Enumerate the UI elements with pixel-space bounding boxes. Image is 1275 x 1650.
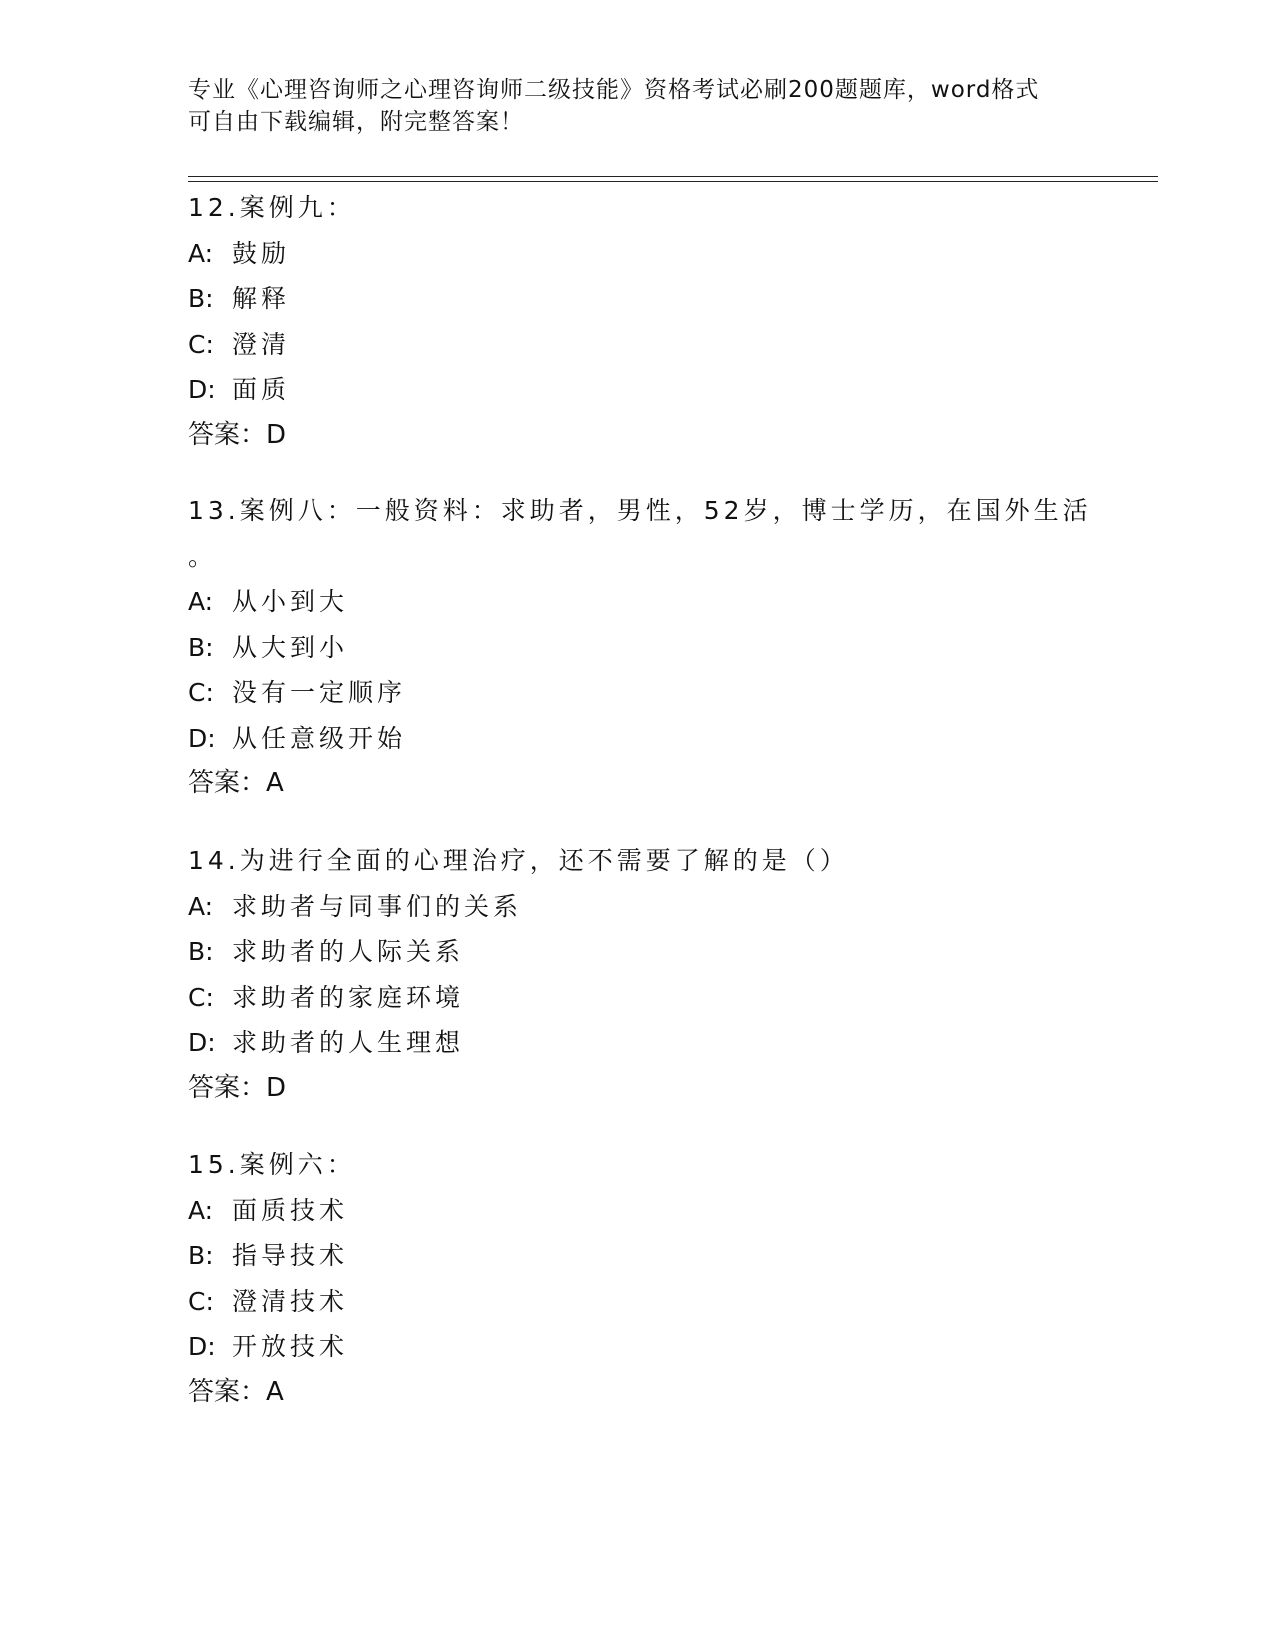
question-14 <box>188 838 1088 1111</box>
option-key: A: <box>188 1195 214 1225</box>
option-text: 指导技术 <box>232 1241 349 1270</box>
option-key: C: <box>188 1286 214 1316</box>
option-text: 从小到大 <box>232 587 349 616</box>
option-key: A: <box>188 587 214 616</box>
option-a <box>188 884 1088 930</box>
option-key: A: <box>188 238 214 268</box>
question-stem: 14.为进行全面的心理治疗，还不需要了解的是（） <box>188 846 849 875</box>
option-text: 鼓励 <box>232 238 291 268</box>
question-stem: 15.案例六： <box>188 1150 356 1179</box>
option-key: B: <box>188 284 214 313</box>
question-12 <box>188 185 1088 458</box>
option-b <box>188 625 1088 671</box>
header-line-2: 可自由下载编辑，附完整答案！ <box>188 109 524 135</box>
answer-line: 答案：A <box>188 1376 284 1407</box>
option-text: 解释 <box>232 284 291 313</box>
option-c <box>188 975 1088 1021</box>
option-d <box>188 1324 1088 1370</box>
option-c <box>188 322 1088 368</box>
option-c <box>188 1279 1088 1325</box>
option-a <box>188 579 1088 625</box>
option-d <box>188 1020 1088 1066</box>
option-text: 求助者与同事们的关系 <box>232 891 523 921</box>
option-key: B: <box>188 1241 214 1270</box>
question-15 <box>188 1142 1088 1415</box>
option-key: D: <box>188 1028 216 1057</box>
option-text: 澄清技术 <box>232 1286 349 1316</box>
answer-line: 答案：D <box>188 419 287 450</box>
question-13 <box>188 488 1092 807</box>
option-text: 从大到小 <box>232 632 349 662</box>
option-text: 求助者的人际关系 <box>232 937 465 966</box>
question-stem: 12.案例九： <box>188 193 356 222</box>
header-divider-bottom <box>188 181 1158 182</box>
option-text: 面质技术 <box>232 1195 349 1225</box>
option-a <box>188 231 1088 277</box>
question-stem-continuation: 。 <box>188 541 214 571</box>
option-key: C: <box>188 678 214 707</box>
option-key: D: <box>188 375 216 404</box>
option-text: 从任意级开始 <box>232 723 407 753</box>
option-text: 没有一定顺序 <box>232 678 407 707</box>
option-d <box>188 367 1088 413</box>
option-key: C: <box>188 329 214 359</box>
option-b <box>188 1233 1088 1279</box>
header-divider-top <box>188 176 1158 177</box>
option-text: 澄清 <box>232 329 291 359</box>
answer-line: 答案：A <box>188 768 284 798</box>
option-text: 求助者的人生理想 <box>232 1028 465 1057</box>
option-key: B: <box>188 632 214 662</box>
document-header <box>188 74 1088 138</box>
option-key: A: <box>188 891 214 921</box>
option-d <box>188 716 1088 762</box>
option-text: 求助者的家庭环境 <box>232 982 465 1012</box>
option-key: D: <box>188 723 216 753</box>
option-b <box>188 929 1088 975</box>
option-key: D: <box>188 1332 216 1361</box>
option-text: 面质 <box>232 375 291 404</box>
answer-line: 答案：D <box>188 1072 287 1103</box>
option-c <box>188 670 1088 716</box>
option-key: C: <box>188 982 214 1012</box>
option-b <box>188 276 1088 322</box>
header-line-1: 专业《心理咨询师之心理咨询师二级技能》资格考试必刷200题题库，word格式 <box>188 77 1040 103</box>
option-key: B: <box>188 937 214 966</box>
question-stem: 13.案例八：一般资料：求助者，男性，52岁，博士学历，在国外生活 <box>188 496 1092 525</box>
option-a <box>188 1188 1088 1234</box>
option-text: 开放技术 <box>232 1332 349 1361</box>
